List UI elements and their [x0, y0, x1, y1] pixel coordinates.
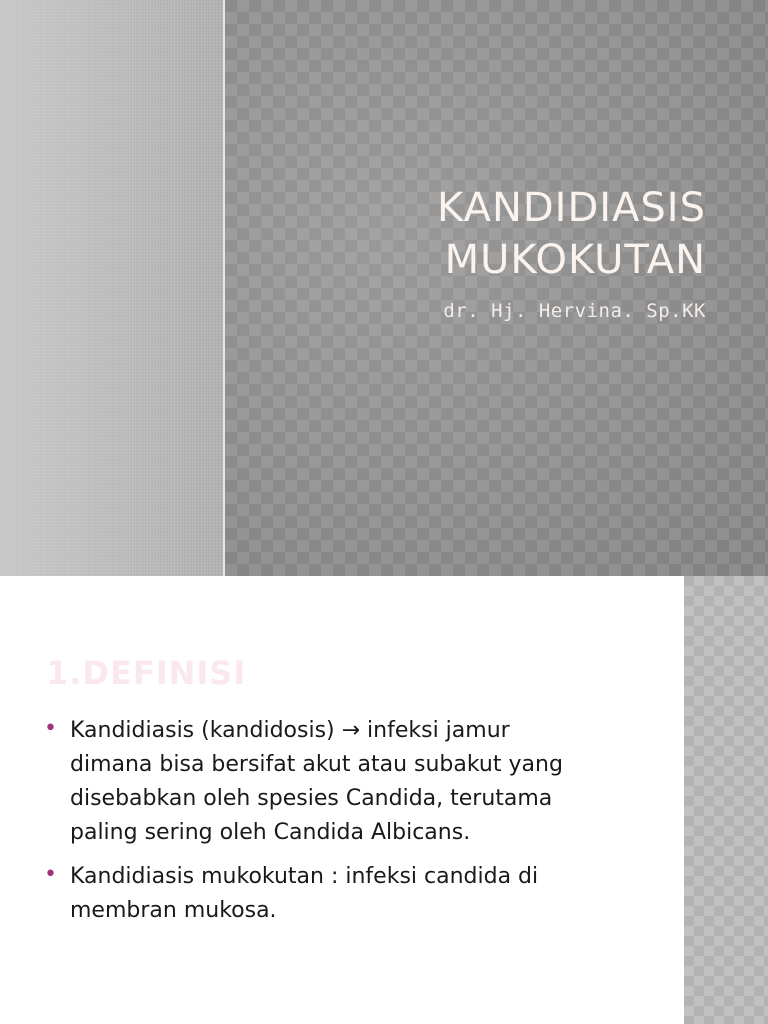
list-item [44, 714, 624, 850]
bullet-list [44, 714, 624, 938]
list-item [44, 860, 624, 928]
slide-title [437, 182, 706, 286]
bullet-text: Kandidiasis mukokutan : infeksi candida di membran mukosa. [70, 864, 539, 923]
decorative-strip [684, 576, 768, 1024]
slide-subtitle: dr. Hj. Hervina. Sp.KK [443, 300, 706, 322]
slide-title-line-1: KANDIDIASIS [437, 185, 706, 231]
title-slide-right-panel [225, 0, 768, 576]
slide-title-line-2: MUKOKUTAN [444, 237, 706, 283]
bullet-icon: • [44, 716, 57, 741]
content-slide [0, 576, 768, 1024]
title-slide-left-panel [0, 0, 223, 576]
bullet-icon: • [44, 862, 57, 887]
bullet-text: Kandidiasis (kandidosis) → infeksi jamur dimana bisa bersifat akut atau subakut yang disebabkan oleh spesies Candida, terutama paling sering oleh Candida Albicans. [70, 718, 563, 845]
section-heading: 1.DEFINISI [46, 654, 247, 692]
